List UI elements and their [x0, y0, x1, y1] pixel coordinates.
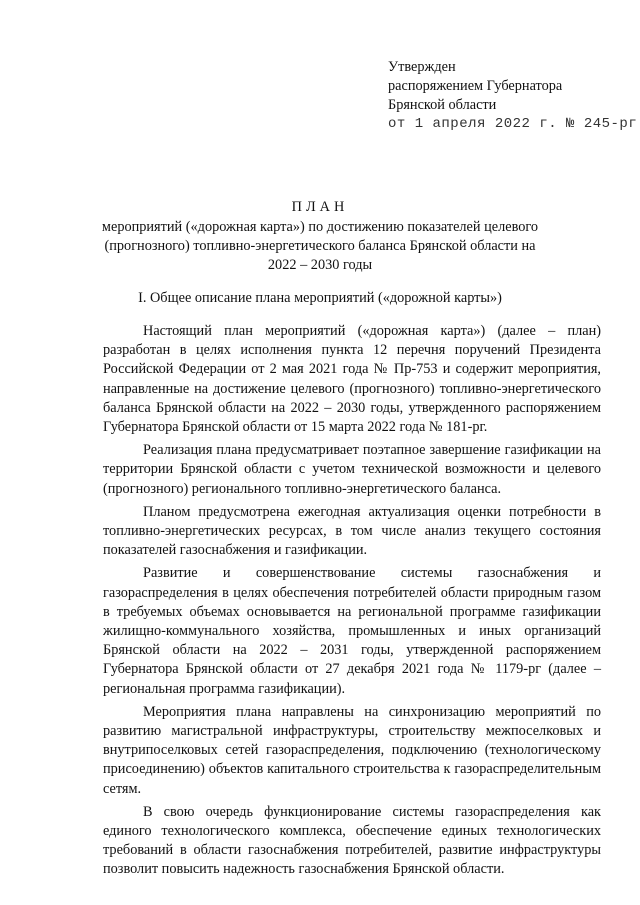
- paragraph: Настоящий план мероприятий («дорожная карта») (далее – план) разработан в целях исполнения пункта 12 перечня поручений Президента Российской Федерации от 2 мая 2021 года № Пр-753 и содержит мероприятия, направленные на достижение целевого (прогнозного) топливно-энергетического баланса Брянской области на 2022 – 2030 годы, утвержденного распоряжением Губернатора Брянской области от 15 марта 2022 года № 181-рг.: [103, 323, 601, 436]
- paragraph: Развитие и совершенствование системы газоснабжения и газораспределения в целях обеспечения потребителей области природным газом в требуемых объемах основывается на региональной программе газификации жилищно-коммунального хозяйства, промышленных и иных организаций Брянской области на 2022 – 2031 годы, утвержденной распоряжением Губернатора Брянской области от 27 декабря 2021 года № 1179-рг (далее – региональная программа газификации).: [103, 565, 601, 697]
- paragraph: Мероприятия плана направлены на синхронизацию мероприятий по развитию магистральной инфраструктуры, строительству межпоселковых и внутрипоселковых сетей газораспределения, подключению (технологическому присоединению) объектов капитального строительства к газораспределительным сетям.: [103, 703, 601, 797]
- paragraph: В свою очередь функционирование системы газораспределения как единого технологического комплекса, обеспечение единых технологических требований в области газоснабжения потребителей, развитие инфраструктуры позволит повысить надежность газоснабжения Брянской области.: [103, 803, 601, 878]
- approval-stamp: [388, 58, 637, 134]
- document-subtitle: мероприятий («дорожная карта») по достижению показателей целевого (прогнозного) топливно-энергетического баланса Брянской области на 2022 – 2030 годы: [101, 219, 539, 273]
- paragraph: Реализация плана предусматривает поэтапное завершение газификации на территории Брянской области с учетом технической возможности и целевого (прогнозного) регионального топливно-энергетического баланса.: [103, 442, 601, 497]
- approval-line-date-number: от 1 апреля 2022 г. № 245-рг: [388, 116, 638, 132]
- paragraph: Планом предусмотрена ежегодная актуализация оценки потребности в топливно-энергетических ресурсах, в том числе анализ текущего состояния показателей газоснабжения и газификации.: [103, 503, 601, 559]
- section-heading: I. Общее описание плана мероприятий («дорожной карты»): [138, 290, 502, 306]
- document-body: [103, 322, 601, 884]
- approval-line-approved: Утвержден: [388, 59, 456, 75]
- document-title: ПЛАН: [291, 199, 349, 215]
- approval-line-order: распоряжением Губернатора: [388, 78, 563, 94]
- approval-line-region: Брянской области: [388, 97, 497, 113]
